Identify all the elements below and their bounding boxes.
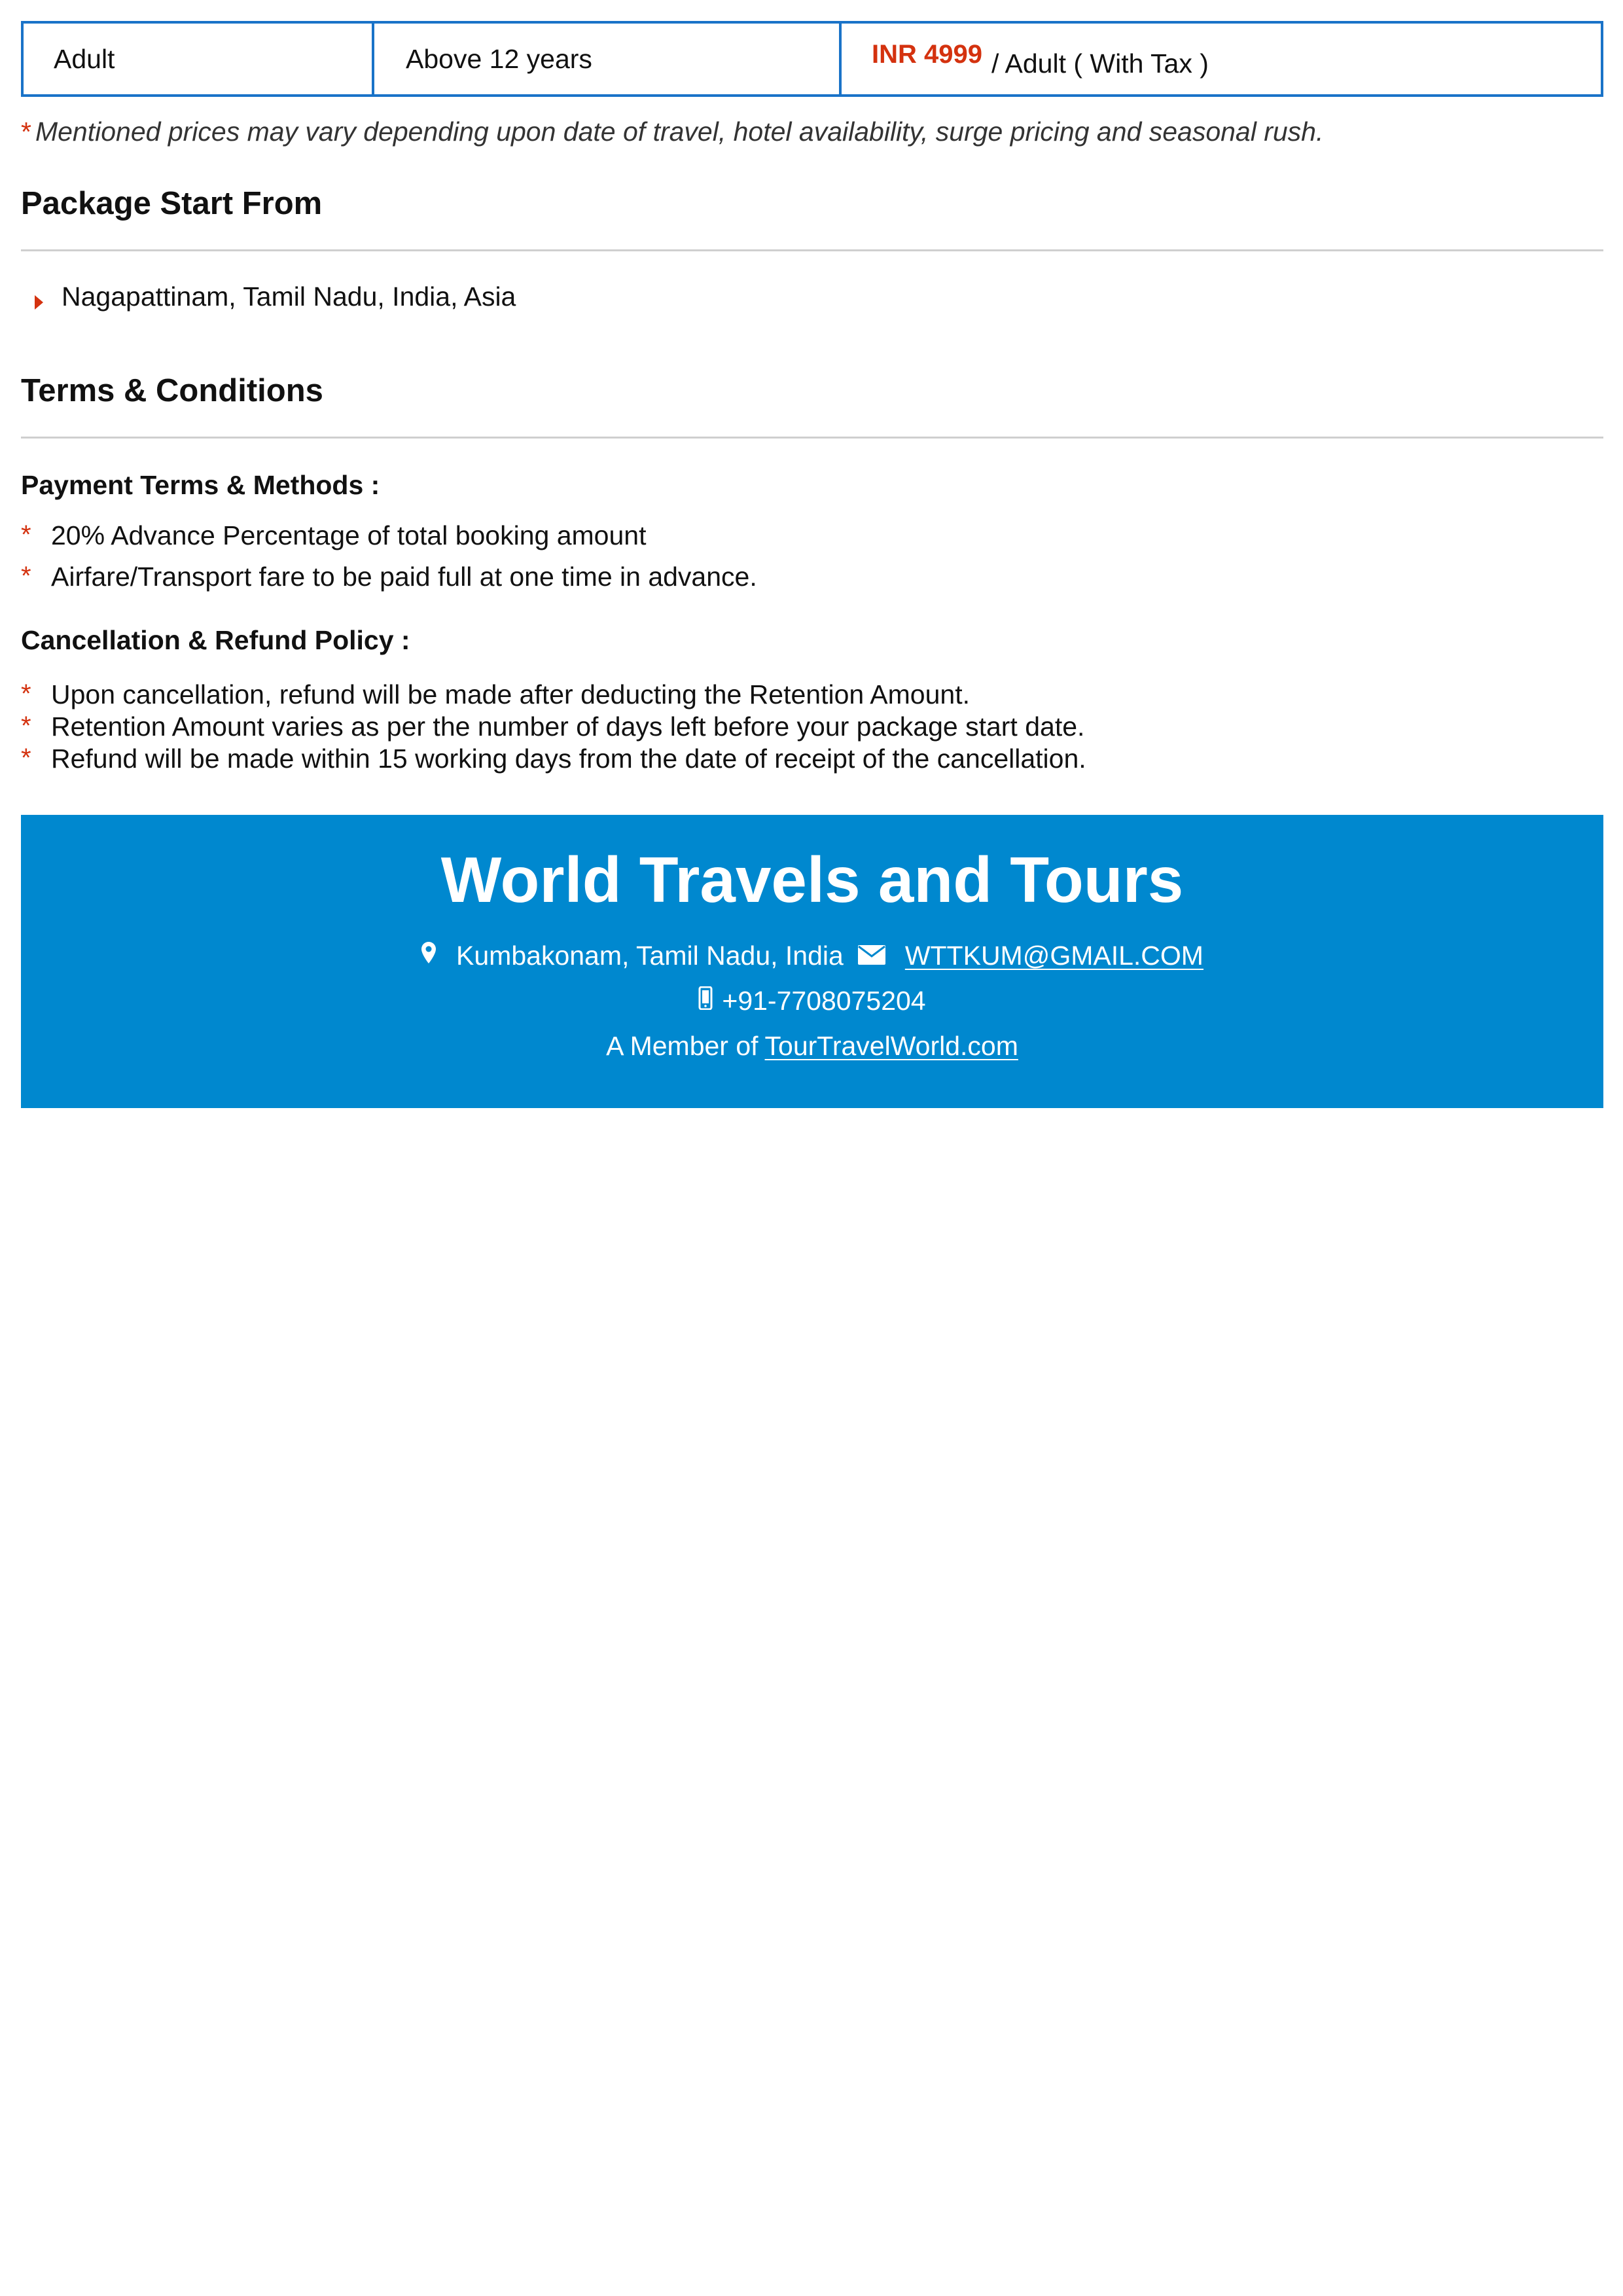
package-start-title: Package Start From [21, 186, 323, 221]
price-age-cell [372, 24, 839, 94]
package-start-item [21, 281, 1603, 312]
bullet-asterisk: * [21, 520, 31, 549]
list-item [21, 562, 1603, 603]
footer-phone: +91-7708075204 [722, 985, 926, 1016]
cancellation-text: Upon cancellation, refund will be made after deducting the Retention Amount. [51, 679, 970, 709]
map-pin-icon [421, 941, 437, 971]
section-divider [21, 437, 1603, 439]
price-age: Above 12 years [406, 43, 592, 74]
disclaimer-text: Mentioned prices may vary depending upon date of travel, hotel availability, surge pricing and seasonal rush. [35, 117, 1324, 147]
price-value-cell [839, 24, 1601, 94]
bullet-asterisk: * [21, 744, 31, 772]
footer-member-link[interactable]: TourTravelWorld.com [764, 1030, 1018, 1061]
price-category: Adult [54, 43, 115, 74]
list-item [21, 744, 1603, 776]
payment-term-text: Airfare/Transport fare to be paid full at one time in advance. [51, 562, 757, 592]
list-item [21, 711, 1603, 744]
list-item [21, 520, 1603, 562]
price-amount: INR 4999 [872, 40, 982, 69]
mobile-phone-icon [698, 986, 713, 1016]
payment-term-text: 20% Advance Percentage of total booking amount [51, 520, 647, 550]
cancellation-title: Cancellation & Refund Policy : [21, 625, 410, 655]
price-table [21, 21, 1603, 97]
price-category-cell [24, 24, 372, 94]
disclaimer-star: * [21, 117, 31, 147]
section-divider [21, 249, 1603, 251]
footer-email-link[interactable]: WTTKUM@GMAIL.COM [904, 940, 1204, 971]
bullet-asterisk: * [21, 679, 31, 708]
page [21, 21, 1603, 1108]
envelope-icon [858, 941, 885, 971]
cancellation-list [21, 679, 1603, 776]
footer-member-text: A Member of [606, 1030, 758, 1061]
bullet-asterisk: * [21, 562, 31, 590]
cancellation-text: Retention Amount varies as per the number of days left before your package start date. [51, 711, 1085, 742]
company-name: World Travels and Tours [440, 844, 1184, 916]
footer-contact-row [21, 941, 1603, 971]
package-start-location: Nagapattinam, Tamil Nadu, India, Asia [62, 281, 516, 312]
terms-title: Terms & Conditions [21, 373, 323, 408]
list-item [21, 679, 1603, 711]
footer-address: Kumbakonam, Tamil Nadu, India [456, 940, 844, 971]
footer-phone-row [21, 986, 1603, 1016]
footer-member-row [21, 1031, 1603, 1062]
payment-terms-title: Payment Terms & Methods : [21, 470, 380, 500]
payment-terms-list [21, 520, 1603, 603]
company-footer [21, 815, 1603, 1108]
price-disclaimer [21, 117, 1603, 147]
caret-right-icon [35, 295, 43, 310]
cancellation-text: Refund will be made within 15 working days from the date of receipt of the cancellation. [51, 744, 1086, 774]
bullet-asterisk: * [21, 711, 31, 740]
price-unit: / Adult ( With Tax ) [991, 48, 1209, 79]
